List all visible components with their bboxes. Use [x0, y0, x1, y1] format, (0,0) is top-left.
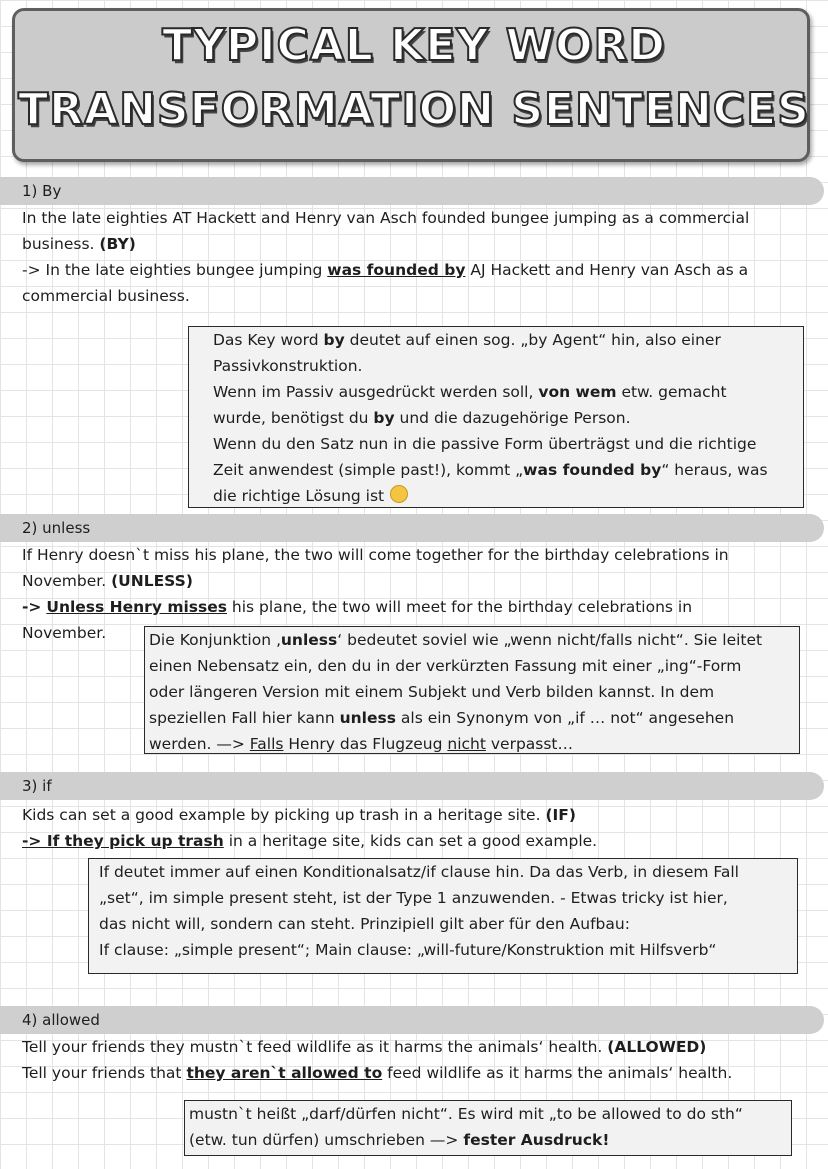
note-2-line-2: einen Nebensatz ein, den du in der verkürzten Fassung mit einer „ing“-Form: [149, 657, 742, 675]
note-1-line-7: die richtige Lösung ist: [213, 483, 803, 509]
smiling-face-with-hearts-icon: [390, 485, 408, 503]
note-3-line-3: das nicht will, sondern can steht. Prinzipiell gilt aber für den Aufbau:: [99, 915, 630, 933]
section-3-header-bar: [0, 772, 824, 800]
section-1-keyword: (BY): [99, 235, 136, 253]
section-1-answer-suffix: AJ Hackett and Henry van Asch as a: [465, 261, 749, 279]
note-3-line-2: „set“, im simple present steht, ist der Type 1 anzuwenden. - Etwas tricky ist hier,: [99, 889, 728, 907]
section-1-sentence-line-2: [22, 231, 136, 257]
note-3-line-4: If clause: „simple present“; Main clause: „will-future/Konstruktion mit Hilfsverb“: [99, 941, 717, 959]
section-3-explanation-box: [88, 858, 798, 974]
section-3-sentence-line: Kids can set a good example by picking up trash in a heritage site. (IF): [22, 806, 576, 824]
note-4-line-2: (etw. tun dürfen) umschrieben —> fester Ausdruck!: [189, 1131, 610, 1149]
section-2-sentence-line-1: If Henry doesn`t miss his plane, the two will come together for the birthday celebrations in: [22, 546, 729, 564]
section-2-explanation-box: [144, 626, 800, 754]
section-2-sentence-line-2: November. (UNLESS): [22, 572, 193, 590]
section-4-answer-line: Tell your friends that they aren`t allowed to feed wildlife as it harms the animals‘ health.: [22, 1064, 733, 1082]
section-1-answer-line-1: [22, 257, 748, 283]
title-line-1: TYPICAL KEY WORD: [162, 20, 666, 71]
note-4-line-1: mustn`t heißt „darf/dürfen nicht“. Es wird mit „to be allowed to do sth“: [189, 1105, 743, 1123]
section-3-heading: 3) if: [22, 777, 52, 795]
note-1-line-2: Passivkonstruktion.: [213, 357, 363, 375]
section-1-header-bar: [0, 177, 824, 205]
note-3-line-1: If deutet immer auf einen Konditionalsatz/if clause hin. Da das Verb, in diesem Fall: [99, 863, 739, 881]
section-1-explanation-box: [188, 326, 804, 508]
note-2-line-5: werden. —> Falls Henry das Flugzeug nicht verpasst…: [149, 735, 574, 753]
section-2-header-bar: [0, 514, 824, 542]
note-2-line-1: Die Konjunktion ‚unless‘ bedeutet soviel wie „wenn nicht/falls nicht“. Sie leitet: [149, 631, 763, 649]
note-1-line-6: Zeit anwendest (simple past!), kommt „was founded by“ heraus, was: [213, 461, 768, 479]
section-4-header-bar: [0, 1006, 824, 1034]
section-2-heading: 2) unless: [22, 519, 91, 537]
note-2-line-3: oder längeren Version mit einem Subjekt und Verb bilden kannst. In dem: [149, 683, 715, 701]
section-4-sentence-line: Tell your friends they mustn`t feed wildlife as it harms the animals‘ health. (ALLOWED): [22, 1038, 707, 1056]
title-line-2: TRANSFORMATION SENTENCES: [18, 84, 810, 135]
section-2-answer-line-2: November.: [22, 624, 107, 642]
section-1-heading: 1) By: [22, 182, 62, 200]
section-1-sentence-text: business.: [22, 235, 95, 253]
section-1-answer-prefix: -> In the late eighties bungee jumping: [22, 261, 323, 279]
section-4-explanation-box: [184, 1100, 792, 1156]
note-1-line-3: Wenn im Passiv ausgedrückt werden soll, von wem etw. gemacht: [213, 383, 727, 401]
note-1-line-1: Das Key word by deutet auf einen sog. „by Agent“ hin, also einer: [213, 331, 721, 349]
section-3-answer-line: -> If they pick up trash in a heritage site, kids can set a good example.: [22, 832, 598, 850]
section-2-answer-line-1: -> Unless Henry misses his plane, the two will meet for the birthday celebrations in: [22, 598, 693, 616]
section-1-answer-line-2: commercial business.: [22, 287, 190, 305]
section-1-sentence-line-1: In the late eighties AT Hackett and Henry van Asch founded bungee jumping as a commercial: [22, 209, 750, 227]
note-1-line-5: Wenn du den Satz nun in die passive Form überträgst und die richtige: [213, 435, 757, 453]
note-2-line-4: speziellen Fall hier kann unless als ein Synonym von „if … not“ angesehen: [149, 709, 735, 727]
note-1-line-4: wurde, benötigst du by und die dazugehörige Person.: [213, 409, 631, 427]
section-1-answer-highlight: was founded by: [327, 261, 466, 279]
section-4-heading: 4) allowed: [22, 1011, 100, 1029]
